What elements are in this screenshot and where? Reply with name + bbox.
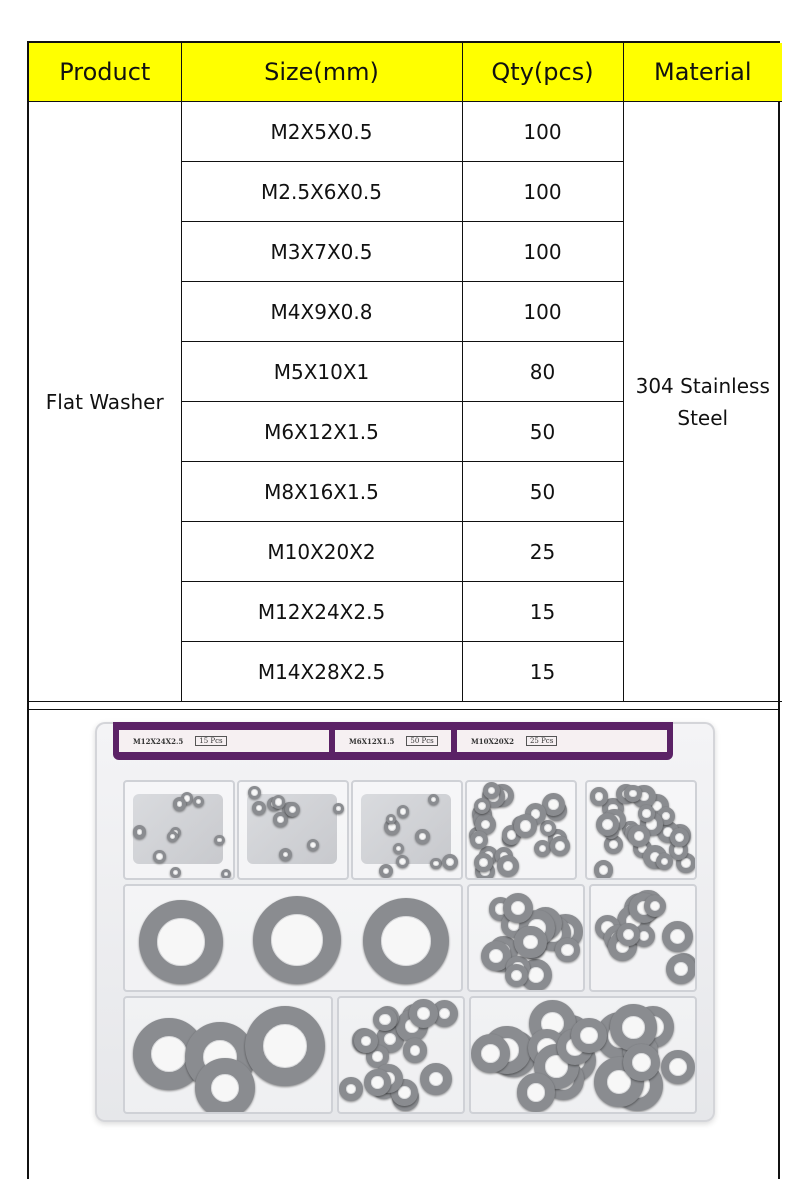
header-product: Product bbox=[29, 43, 181, 102]
washer bbox=[497, 855, 519, 877]
washer bbox=[373, 1008, 396, 1031]
washer bbox=[666, 954, 696, 984]
washer bbox=[354, 1029, 377, 1052]
washer bbox=[397, 805, 410, 818]
washer bbox=[279, 848, 293, 862]
washer bbox=[571, 1018, 607, 1054]
washer bbox=[253, 896, 341, 984]
washer bbox=[442, 854, 458, 870]
box-label bbox=[119, 730, 329, 752]
box-compartment bbox=[123, 996, 333, 1114]
washer bbox=[173, 797, 186, 810]
washer bbox=[379, 864, 393, 878]
qty-cell: 50 bbox=[462, 462, 623, 522]
washer bbox=[139, 900, 223, 984]
washer bbox=[393, 843, 404, 854]
washer bbox=[272, 795, 285, 808]
product-cell: Flat Washer bbox=[29, 102, 181, 702]
washer bbox=[339, 1077, 363, 1101]
size-cell: M14X28X2.5 bbox=[181, 642, 462, 702]
size-cell: M6X12X1.5 bbox=[181, 402, 462, 462]
washer bbox=[364, 1069, 391, 1096]
box-label-qty: 50 Pcs bbox=[406, 736, 437, 746]
box-compartment bbox=[351, 780, 463, 880]
washer bbox=[534, 840, 551, 857]
washer bbox=[245, 1006, 325, 1086]
box-compartment bbox=[337, 996, 465, 1114]
qty-cell: 100 bbox=[462, 102, 623, 162]
washer-bag bbox=[361, 794, 451, 864]
qty-cell: 15 bbox=[462, 582, 623, 642]
washer bbox=[415, 829, 429, 843]
qty-cell: 25 bbox=[462, 522, 623, 582]
box-label-size: M10X20X2 bbox=[471, 736, 514, 746]
material-cell: 304 Stainless Steel bbox=[623, 102, 782, 702]
washer bbox=[221, 869, 231, 879]
qty-cell: 80 bbox=[462, 342, 623, 402]
washer bbox=[656, 853, 673, 870]
washer bbox=[396, 855, 409, 868]
washer bbox=[333, 803, 343, 813]
size-cell: M2X5X0.5 bbox=[181, 102, 462, 162]
washer bbox=[628, 825, 650, 847]
washer bbox=[555, 938, 579, 962]
washer bbox=[471, 1034, 510, 1073]
table-header-row bbox=[29, 43, 782, 102]
product-photo bbox=[29, 709, 778, 1179]
washer bbox=[617, 923, 640, 946]
washer bbox=[153, 850, 165, 862]
box-compartment bbox=[469, 996, 697, 1114]
washer bbox=[430, 858, 442, 870]
spec-sheet bbox=[27, 41, 780, 1179]
qty-cell: 100 bbox=[462, 222, 623, 282]
header-material: Material bbox=[623, 43, 782, 102]
size-cell: M2.5X6X0.5 bbox=[181, 162, 462, 222]
washer bbox=[214, 835, 224, 845]
washer bbox=[195, 1058, 255, 1114]
box-compartment bbox=[465, 780, 577, 880]
box-label bbox=[457, 730, 667, 752]
box-label-qty: 15 Pcs bbox=[195, 736, 226, 746]
washer bbox=[363, 898, 449, 984]
washer bbox=[420, 1063, 452, 1095]
header-size: Size(mm) bbox=[181, 43, 462, 102]
washer bbox=[428, 794, 439, 805]
size-cell: M5X10X1 bbox=[181, 342, 462, 402]
washer bbox=[514, 814, 537, 837]
box-label-strip bbox=[113, 722, 673, 760]
washer bbox=[590, 787, 609, 806]
washer bbox=[409, 999, 438, 1028]
size-cell: M4X9X0.8 bbox=[181, 282, 462, 342]
washer bbox=[610, 1004, 657, 1051]
washer bbox=[517, 1073, 555, 1111]
washer bbox=[483, 782, 500, 799]
box-compartment bbox=[237, 780, 349, 880]
box-compartment bbox=[123, 780, 235, 880]
washer bbox=[514, 926, 546, 958]
size-cell: M10X20X2 bbox=[181, 522, 462, 582]
washer bbox=[624, 785, 642, 803]
washer bbox=[594, 860, 614, 880]
table-row bbox=[29, 102, 782, 162]
box-label-size: M6X12X1.5 bbox=[349, 736, 395, 746]
organizer-box bbox=[95, 722, 715, 1122]
qty-cell: 50 bbox=[462, 402, 623, 462]
washer bbox=[503, 893, 534, 924]
washer bbox=[403, 1038, 428, 1063]
size-cell: M8X16X1.5 bbox=[181, 462, 462, 522]
washer bbox=[638, 805, 654, 821]
washer bbox=[170, 867, 181, 878]
box-label bbox=[335, 730, 451, 752]
washer bbox=[644, 895, 666, 917]
spec-table bbox=[29, 43, 782, 702]
washer bbox=[662, 921, 693, 952]
qty-cell: 100 bbox=[462, 282, 623, 342]
qty-cell: 15 bbox=[462, 642, 623, 702]
washer bbox=[661, 1050, 695, 1084]
size-cell: M12X24X2.5 bbox=[181, 582, 462, 642]
washer bbox=[133, 825, 147, 839]
box-compartment bbox=[467, 884, 585, 992]
box-label-qty: 25 Pcs bbox=[526, 736, 557, 746]
header-qty: Qty(pcs) bbox=[462, 43, 623, 102]
washer bbox=[285, 802, 300, 817]
size-cell: M3X7X0.5 bbox=[181, 222, 462, 282]
washer bbox=[248, 786, 261, 799]
qty-cell: 100 bbox=[462, 162, 623, 222]
box-label-size: M12X24X2.5 bbox=[133, 736, 184, 746]
box-compartment bbox=[589, 884, 697, 992]
box-compartment bbox=[123, 884, 463, 992]
box-compartment bbox=[585, 780, 697, 880]
washer bbox=[550, 836, 570, 856]
